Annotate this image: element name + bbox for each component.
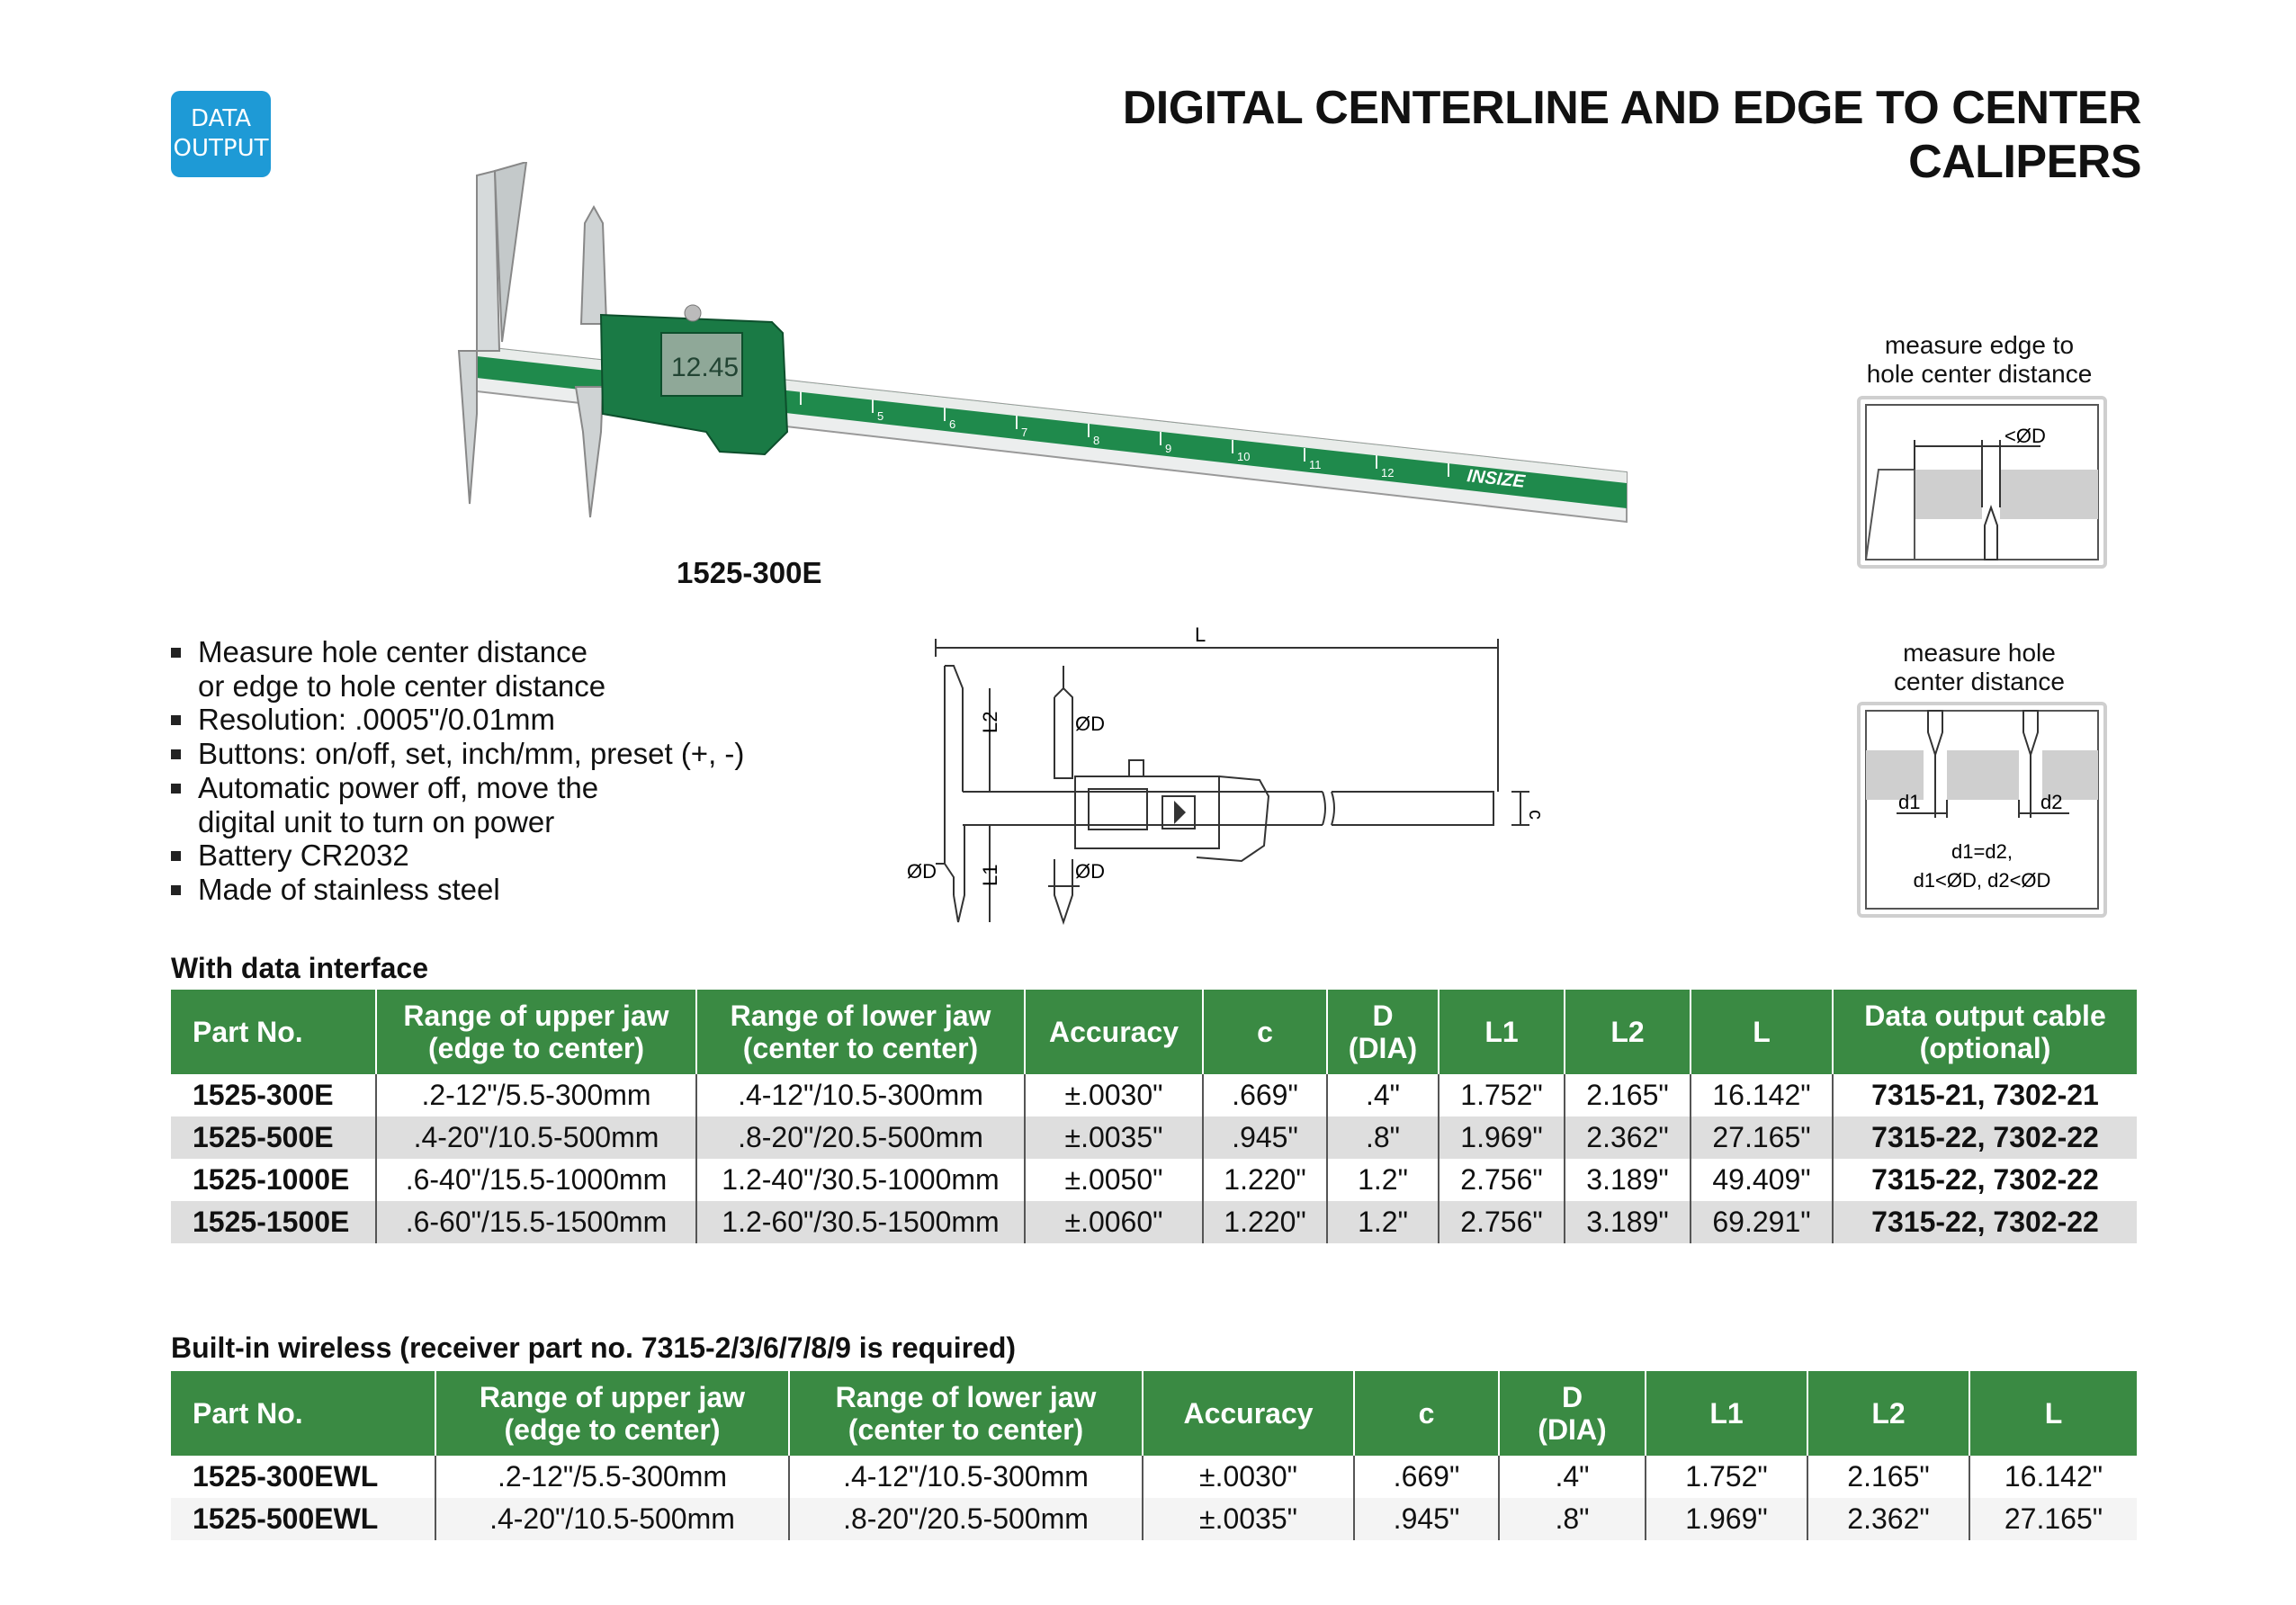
- col-header-part-no: [171, 1371, 435, 1456]
- table-cell: .2-12"/5.5-300mm: [435, 1456, 789, 1498]
- table-cell: 7315-22, 7302-22: [1833, 1159, 2137, 1201]
- scale-number-11: 11: [1309, 458, 1322, 471]
- table-cell: .6-60"/15.5-1500mm: [376, 1201, 696, 1243]
- table-cell: 1525-1500E: [171, 1201, 376, 1243]
- header-label: Range of lower jaw: [730, 1000, 991, 1032]
- table-cell: 7315-22, 7302-22: [1833, 1201, 2137, 1243]
- scale-number-9: 9: [1165, 442, 1172, 455]
- dim-phiD-bottom: ØD: [1075, 860, 1105, 883]
- table-cell: ±.0060": [1025, 1201, 1203, 1243]
- feature-item: Made of stainless steel: [171, 873, 846, 907]
- inset-hole-caption: [1835, 639, 2123, 696]
- table-cell: ±.0050": [1025, 1159, 1203, 1201]
- lcd-reading: 12.45: [671, 353, 740, 382]
- inset-edge-caption-line2: hole center distance: [1866, 360, 2093, 388]
- feature-list: [171, 635, 846, 907]
- header-label: L2: [1871, 1397, 1906, 1430]
- table-cell: 1.2": [1327, 1201, 1439, 1243]
- header-label: L1: [1484, 1016, 1519, 1048]
- col-header-lower-jaw: [789, 1371, 1143, 1456]
- table-cell: .945": [1354, 1498, 1499, 1540]
- data-output-badge: [171, 91, 271, 177]
- table-cell: .4": [1499, 1456, 1646, 1498]
- brand-logo: INSIZE: [1466, 466, 1526, 492]
- table-cell: ±.0030": [1143, 1456, 1354, 1498]
- header-label: Range of upper jaw: [403, 1000, 669, 1032]
- dim-L2-label: L2: [979, 711, 1001, 733]
- table-cell: 1525-300E: [171, 1074, 376, 1116]
- table-cell: .4-12"/10.5-300mm: [696, 1074, 1025, 1116]
- header-label: (edge to center): [504, 1413, 721, 1446]
- table-cell: 1525-500EWL: [171, 1498, 435, 1540]
- table-cell: 1.2-40"/30.5-1000mm: [696, 1159, 1025, 1201]
- table-cell: 2.756": [1439, 1201, 1565, 1243]
- feature-item: Battery CR2032: [171, 838, 846, 873]
- col-header-d: [1499, 1371, 1646, 1456]
- feature-item: Measure hole center distance: [171, 635, 846, 669]
- table-cell: 7315-21, 7302-21: [1833, 1074, 2137, 1116]
- table-cell: 16.142": [1691, 1074, 1833, 1116]
- col-header-l2: [1807, 1371, 1969, 1456]
- header-label: Part No.: [193, 1016, 303, 1048]
- table-row: [171, 1159, 2137, 1201]
- table-cell: 1525-500E: [171, 1116, 376, 1159]
- table-header-row: [171, 990, 2137, 1074]
- table-cell: 1.752": [1439, 1074, 1565, 1116]
- table-cell: 1525-300EWL: [171, 1456, 435, 1498]
- inset-edge-phiD-label: <ØD: [2005, 425, 2046, 447]
- table-cell: 1.969": [1646, 1498, 1807, 1540]
- table-cell: .4-12"/10.5-300mm: [789, 1456, 1143, 1498]
- header-label: L: [1753, 1016, 1771, 1048]
- col-header-c: [1203, 990, 1327, 1074]
- header-label: Range of upper jaw: [479, 1381, 746, 1413]
- col-header-d: [1327, 990, 1439, 1074]
- page-title: DIGITAL CENTERLINE AND EDGE TO CENTER CALIPERS: [1122, 82, 2141, 188]
- table-cell: 3.189": [1565, 1159, 1691, 1201]
- table-data-interface: [171, 990, 2137, 1243]
- header-label: Accuracy: [1048, 1016, 1179, 1048]
- col-header-accuracy: [1143, 1371, 1354, 1456]
- table-cell: 69.291": [1691, 1201, 1833, 1243]
- dim-phiD-left: ØD: [907, 860, 937, 883]
- header-label: (center to center): [848, 1413, 1084, 1446]
- table-cell: 2.362": [1807, 1498, 1969, 1540]
- table-cell: 2.756": [1439, 1159, 1565, 1201]
- table-cell: 2.362": [1565, 1116, 1691, 1159]
- col-header-l: [1691, 990, 1833, 1074]
- table1-heading: With data interface: [171, 952, 428, 984]
- table-cell: 16.142": [1969, 1456, 2137, 1498]
- scale-number-6: 6: [949, 417, 956, 431]
- inset-hole-note-2: d1<ØD, d2<ØD: [1913, 869, 2051, 892]
- col-header-c: [1354, 1371, 1499, 1456]
- table-cell: 1.220": [1203, 1159, 1327, 1201]
- col-header-l1: [1646, 1371, 1807, 1456]
- caliper-product-image: [423, 162, 1637, 540]
- col-header-cable: [1833, 990, 2137, 1074]
- table-header-row: [171, 1371, 2137, 1456]
- header-label: c: [1257, 1016, 1273, 1048]
- table-cell: 27.165": [1691, 1116, 1833, 1159]
- header-label: c: [1418, 1397, 1435, 1430]
- col-header-upper-jaw: [435, 1371, 789, 1456]
- feature-item-continued: digital unit to turn on power: [198, 804, 555, 838]
- badge-line-2: OUTPUT: [173, 135, 269, 162]
- header-label: L1: [1709, 1397, 1744, 1430]
- table-cell: .4-20"/10.5-500mm: [376, 1116, 696, 1159]
- dim-c-label: c: [1525, 810, 1547, 820]
- dim-L1-label: L1: [979, 864, 1001, 886]
- scale-number-8: 8: [1093, 434, 1100, 447]
- col-header-upper-jaw: [376, 990, 696, 1074]
- header-label: D: [1561, 1381, 1583, 1413]
- header-label: Data output cable: [1864, 1000, 2106, 1032]
- feature-item-continued: or edge to hole center distance: [198, 668, 606, 703]
- table-cell: .2-12"/5.5-300mm: [376, 1074, 696, 1116]
- scale-number-7: 7: [1021, 426, 1028, 439]
- inset-hole-caption-line2: center distance: [1894, 668, 2065, 695]
- header-label: (optional): [1919, 1032, 2051, 1064]
- table-cell: .6-40"/15.5-1000mm: [376, 1159, 696, 1201]
- feature-item: Buttons: on/off, set, inch/mm, preset (+, -): [171, 737, 846, 771]
- table-cell: 1.220": [1203, 1201, 1327, 1243]
- header-label: L2: [1610, 1016, 1645, 1048]
- table-cell: .8": [1327, 1116, 1439, 1159]
- table-row: [171, 1116, 2137, 1159]
- header-label: Accuracy: [1183, 1397, 1314, 1430]
- table-row: [171, 1498, 2137, 1540]
- table-cell: 1.969": [1439, 1116, 1565, 1159]
- scale-number-10: 10: [1237, 450, 1251, 463]
- table2-heading: Built-in wireless (receiver part no. 7315-2/3/6/7/8/9 is required): [171, 1332, 1017, 1364]
- table-cell: .669": [1354, 1456, 1499, 1498]
- col-header-part-no: [171, 990, 376, 1074]
- dim-L-label: L: [1195, 625, 1206, 646]
- table-cell: .4": [1327, 1074, 1439, 1116]
- table-cell: ±.0035": [1025, 1116, 1203, 1159]
- feature-item: Automatic power off, move the: [171, 771, 846, 805]
- table-cell: .945": [1203, 1116, 1327, 1159]
- scale-number-12: 12: [1381, 466, 1395, 480]
- table-cell: 1.2-60"/30.5-1500mm: [696, 1201, 1025, 1243]
- table-cell: 27.165": [1969, 1498, 2137, 1540]
- header-label: (center to center): [742, 1032, 979, 1064]
- header-label: (edge to center): [427, 1032, 645, 1064]
- table-cell: ±.0030": [1025, 1074, 1203, 1116]
- feature-item: Resolution: .0005"/0.01mm: [171, 703, 846, 737]
- product-model-label: 1525-300E: [677, 556, 822, 589]
- col-header-l1: [1439, 990, 1565, 1074]
- col-header-l2: [1565, 990, 1691, 1074]
- inset-hole-caption-line1: measure hole: [1903, 639, 2056, 667]
- badge-line-1: DATA: [191, 105, 251, 132]
- col-header-accuracy: [1025, 990, 1203, 1074]
- table-cell: 7315-22, 7302-22: [1833, 1116, 2137, 1159]
- inset-hole-note-1: d1=d2,: [1951, 840, 2013, 863]
- header-label: (DIA): [1538, 1413, 1607, 1446]
- inset-hole-d1-label: d1: [1898, 791, 1921, 813]
- header-label: L: [2044, 1397, 2063, 1430]
- table-cell: 3.189": [1565, 1201, 1691, 1243]
- header-label: D: [1372, 1000, 1394, 1032]
- table-row: [171, 1201, 2137, 1243]
- table-wireless: [171, 1371, 2137, 1540]
- table-cell: 1.752": [1646, 1456, 1807, 1498]
- table-cell: ±.0035": [1143, 1498, 1354, 1540]
- table-cell: 49.409": [1691, 1159, 1833, 1201]
- table-cell: 1.2": [1327, 1159, 1439, 1201]
- header-label: Part No.: [193, 1397, 303, 1430]
- table-cell: 1525-1000E: [171, 1159, 376, 1201]
- table-cell: 2.165": [1807, 1456, 1969, 1498]
- scale-number-5: 5: [877, 409, 884, 423]
- table-cell: .8-20"/20.5-500mm: [696, 1116, 1025, 1159]
- table-cell: .8": [1499, 1498, 1646, 1540]
- header-label: (DIA): [1348, 1032, 1418, 1064]
- table-row: [171, 1074, 2137, 1116]
- col-header-lower-jaw: [696, 990, 1025, 1074]
- caliper-dimension-diagram: [900, 625, 1547, 936]
- table-cell: .669": [1203, 1074, 1327, 1116]
- table-cell: .4-20"/10.5-500mm: [435, 1498, 789, 1540]
- inset-edge-caption: [1835, 331, 2123, 389]
- table-row: [171, 1456, 2137, 1498]
- table-cell: 2.165": [1565, 1074, 1691, 1116]
- dim-phiD-top: ØD: [1075, 713, 1105, 735]
- col-header-l: [1969, 1371, 2137, 1456]
- inset-edge-diagram: [1857, 396, 2107, 569]
- inset-hole-diagram: [1857, 702, 2107, 918]
- inset-edge-caption-line1: measure edge to: [1884, 331, 2075, 359]
- inset-hole-d2-label: d2: [2040, 791, 2063, 813]
- table-cell: .8-20"/20.5-500mm: [789, 1498, 1143, 1540]
- header-label: Range of lower jaw: [835, 1381, 1097, 1413]
